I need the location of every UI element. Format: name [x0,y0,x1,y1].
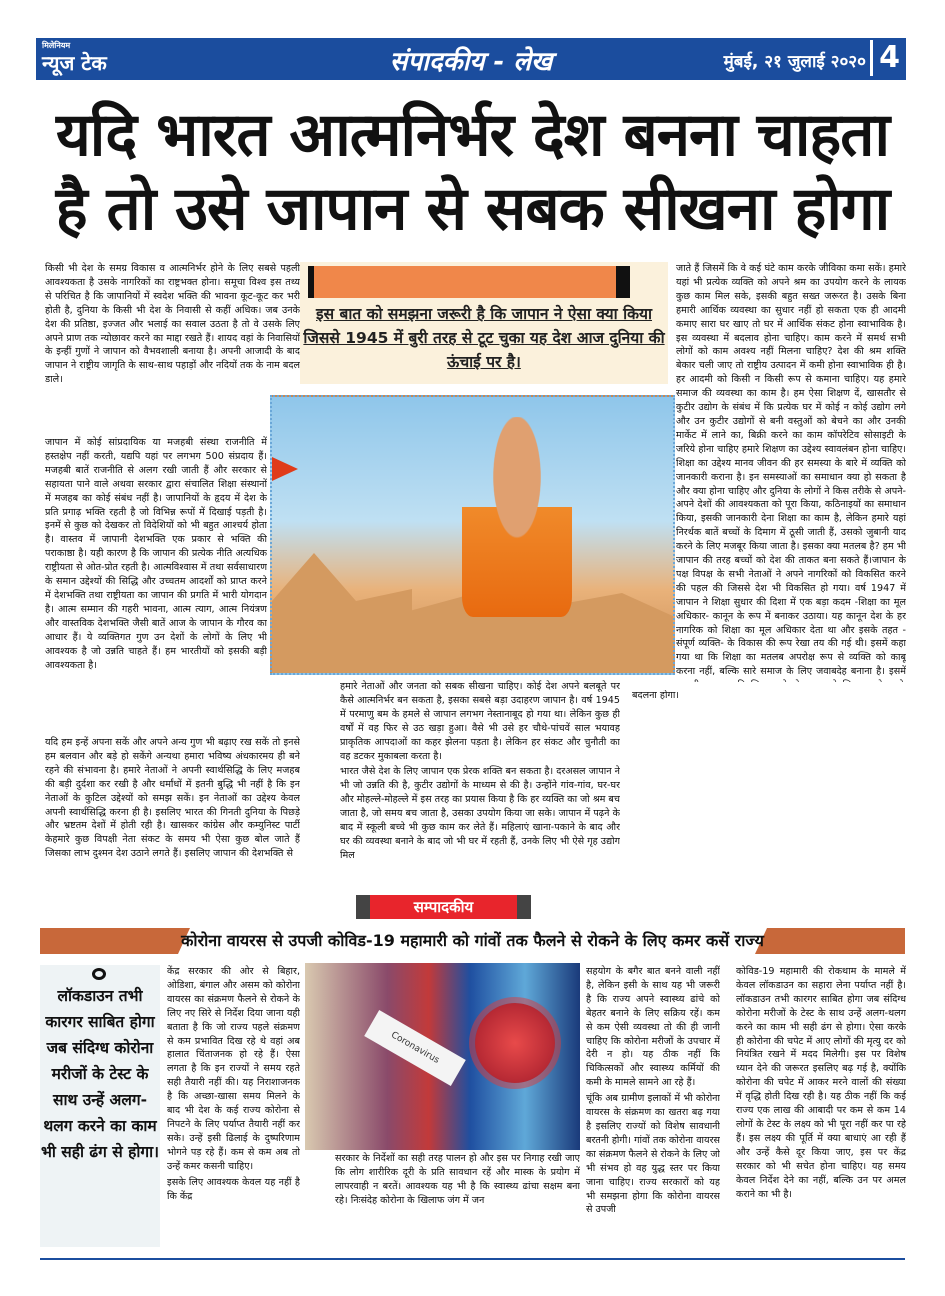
paragraph: किसी भी देश के समग्र विकास व आत्मनिर्भर होने के लिए सबसे पहली आवश्यकता है उसके नागरिकों का राष्ट्रभक्त होना। समूचा विश्व इस तथ्य से परिचित है कि जापानियों में स्वदेश भक्ति की भावना कूट-कूट कर भरी होती है, दुनिया के किसी भी देश के निवासी से कहीं अधिक। जब उनके देश की प्रतिष्ठा, इज्जत और भलाई का सवाल उठता है तो वे उसके लिए अपने प्राण तक न्योछावर करने का माद्दा रखते हैं। शायद वहां के निवासियों के इन्हीं गुणों ने जापान को वैभवशाली बनाया है। अपनी आजादी के बाद जापान ने राष्ट्रीय जागृति के साथ-साथ पहाड़ों और नदियों तक के नाम बदल डाले। [45,263,300,386]
article1-column-3b [632,690,906,886]
paragraph: चूंकि अब ग्रामीण इलाकों में भी कोरोना वायरस के संक्रमण का खतरा बढ़ गया है इसलिए राज्यों को विशेष सावधानी बरतनी होगी। गांवों तक कोरोना वायरस का संक्रमण फैलने से रोकने के लिए जो भी संभव हो वह युद्ध स्तर पर किया जाना चाहिए। राज्य सरकारों को यह भी समझना होगा कि कोरोना वायरस से उपजी [586,1093,720,1216]
pull-quote-bar [308,266,630,298]
article-photo-ram-temple [270,395,675,675]
article1-column-1c [45,676,300,886]
headline-line: है तो उसे जापान से सबक सीखना होगा [55,174,890,244]
paragraph: इसके लिए आवश्यक केवल यह नहीं है कि केंद्र [167,1176,300,1202]
article2-column-2 [335,1152,580,1247]
article2-column-1 [167,965,300,1247]
article1-column-2 [340,680,620,888]
article2-column-4 [736,965,906,1247]
editorial-headline-banner [40,928,905,954]
flag-icon [272,457,298,481]
paragraph: भारत जैसे देश के लिए जापान एक प्रेरक शक्ति बन सकता है। दरअसल जापान ने भी जो उन्नति की है, कुटीर उद्योगों के माध्यम से की है। उन्होंने गांव-गांव, घर-घर और मोहल्ले-मोहल्ले में इस तरह का प्रयास किया है कि हर व्यक्ति का जो श्रम बच जाता है, जो समय बच जाता है, उसका उपयोग किया जा सके। जापान में पढ़ने के बाद में स्कूली बच्चे भी कुछ काम कर लेते हैं। महिलाएं खाना-पकाने के बाद और घर की व्यवस्था बनाने के बाद जो भी घर में रहती हैं, उनके लिए भी ऐसे गृह उद्योग मिल [340,766,620,861]
paragraph: बदलना होगा। [632,690,680,702]
editorial-headline: कोरोना वायरस से उपजी कोविड-19 महामारी को गांवों तक फैलने से रोकने के लिए कमर कसें राज्य [181,931,764,950]
headline-line: यदि भारत आत्मनिर्भर देश बनना चाहता [55,100,890,170]
pin-icon [92,968,106,980]
article1-column-1b [45,436,267,676]
masthead-bar [36,38,906,80]
paragraph: केंद्र सरकार की ओर से बिहार, ओडिशा, बंगाल और असम को कोरोना वायरस का संक्रमण फैलने से रोकने के लिए नए सिरे से निर्देश दिया जाना यही बताता है कि जो राज्य पहले संक्रमण से कम प्रभावित दिख रहे थे वहां अब हालात चिंताजनक हो रहे हैं। ऐसा लगता है कि इन राज्यों ने समय रहते सही तैयारी नहीं की। यह निराशाजनक है कि अच्छा-खासा समय मिलने के बाद भी देश के कई राज्य कोरोना से निपटने के लिए पर्याप्त तैयारी नहीं कर सके। उन्हें इसी ढिलाई के दुष्परिणाम भोगने पड़ रहे हैं। कम से कम अब तो उन्हें कमर कसनी चाहिए। [167,966,300,1172]
article1-column-3 [676,262,906,682]
paragraph: हमारे नेताओं और जनता को सबक सीखना चाहिए। कोई देश अपने बलबूते पर कैसे आत्मनिर्भर बन सकता है, इसका सबसे बड़ा उदाहरण जापान है। वर्ष 1945 में परमाणु बम के हमले से जापान लगभग नेस्तानाबूद हो गया था। लेकिन कुछ ही वर्षों में वह फिर से उठ खड़ा हुआ। वैसे भी उसे हर चौथे-पांचवें साल भयावह प्राकृतिक आपदाओं का कहर झेलना पड़ता है। लेकिन हर संकट और चुनौती का वह डटकर मुकाबला करता है। [340,681,620,762]
paragraph: यदि हम इन्हें अपना सकें और अपने अन्य गुण भी बढ़ाए रख सकें तो इनसे हम बलवान और बड़े हो सकेंगे अन्यथा हमारा भविष्य अंधकारमय ही बने रहने की संभावना है। हमारे नेताओं ने अपनी स्वार्थसिद्धि के लिए मजहब की बड़ी दुर्दशा कर रखी है और धर्मांधों में इतनी बुद्धि भी नहीं है कि इन नेताओं के कुटिल उद्देश्यों को समझ सकें। इन नेताओं का उद्देश्य केवल अपनी स्वार्थसिद्धि करना ही है। इसलिए भारत की गिनती दुनिया के पिछड़े और भ्रष्टतम देशों में होती रही है। खासकर कांग्रेस और कम्युनिस्ट पार्टी केहमारे कुछ विपक्षी नेता संकट के समय भी ऐसा कुछ बोल जाते हैं जिसका लाभ दुश्मन देश उठाने लगते हैं। इसलिए जापान की देशभक्ति से [45,737,300,860]
virus-illustration [475,1003,555,1083]
sidebar-quote [40,965,160,1247]
paragraph: जाते हैं जिसमें कि वे कई घंटे काम करके जीविका कमा सकें। हमारे यहां भी प्रत्येक व्यक्ति को अपने श्रम का उपयोग करने के लायक कुछ काम मिल सके, इसकी बहुत सख्त जरूरत है। उसके बिना हमारी आर्थिक व्यवस्था का सुधार नहीं हो सकता एक ही आदमी कमाए सारा घर खाए तो घर में आर्थिक संकट होना स्वाभाविक है। इस व्यवस्था में बदलाव होना चाहिए। काम करने में समर्थ सभी लोगों को काम अवश्य नहीं मिलना चाहिए? देश की श्रम शक्ति बेकार चली जाए तो राष्ट्रीय उत्पादन में कमी होना स्वाभाविक ही है। हर आदमी को किसी न किसी रूप से कमाना चाहिए। यह हमारे समाज की व्यवस्था का काम है। हम ऐसा शिक्षण दें, खासतौर से कुटीर उद्योग के संबंध में कि प्रत्येक घर में कोई न कोई उद्योग लगे और उन कुटीर उद्योगों से बनी वस्तुओं को बेचने का और उनकी मार्केट में लाने का, बिक्री करने का काम कॉपरेटिव सोसाइटी के जरिये होना चाहिए हमारे शिक्षण का उद्देश्य स्वावलंबन होना चाहिए। शिक्षा का उद्देश्य मानव जीवन की हर समस्या के बारे में व्यक्ति को जानकारी कराना है। इन समस्याओं का समाधान क्या हो सकता है और क्या होना चाहिए और दुनिया के लोगों ने किस तरीके से अपने-अपने देशों की आवश्यकता को पूरा किया, कठिनाइयों का समाधान किया, इसकी जानकारी देना शिक्षा का काम है, लेकिन हमारे यहां निरर्थक बातें बच्चों के दिमाग में ठूसी जाती हैं, उसको जुबानी याद करने के लिए मजबूर किया जाता है। इसका क्या मतलब है? हम भी जापान की तरह बच्चों को देश की ताकत बना सकते हैं।जापान के पक्ष विपक्ष के सभी नेताओं ने अपने नागरिकों को विकसित करने की पहल की जिससे देश भी विकसित हो गया। वर्ष 1947 में जापान ने शिक्षा सुधार की दिशा में एक बड़ा कदम -शिक्षा का मूल अधिकार- कानून के रूप में बनाकर उठाया। यह कानून देश के हर नागरिक को शिक्षा का मूल अधिकार देता था और इसके तहत - संपूर्ण व्यक्ति- के विकास की रूप रेखा तय की गई थी। इसमें कहा गया था कि शिक्षा का मतलब अपरोक्ष रूप से व्यक्ति को काबू करना नहीं, बल्कि सारे समाज के लिए जवाबदेह बनाना है। इसमें [676,263,906,678]
edition-date: मुंबई, २१ जुलाई २०२० [723,52,866,72]
article-photo-coronavirus [305,963,580,1150]
figure-illustration [462,417,572,617]
page-number: 4 [870,40,900,76]
paragraph: जापान में कोई सांप्रदायिक या मजहबी संस्था राजनीति में हस्तक्षेप नहीं करती, यद्यपि यहां पर लगभग 500 संप्रदाय हैं। मजहबी बातें राजनीति से अलग रखी जाती हैं और सरकार से सहायता पाने वाले अथवा सरकार द्वारा संचालित शिक्षा संस्थानों में मजहब का कोई संबंध नहीं है। जापानियों के हृदय में देश के प्रति प्रगाढ़ भक्ति रहती है जो विभिन्न रूपों में दिखाई पड़ती है। इनमें से कुछ को देखकर तो विदेशियों को भी बहुत आश्चर्य होता है। वास्तव में जापानी देशभक्ति एक प्रकार से भक्ति की पराकाष्ठा है। यही कारण है कि जापान की प्रत्येक नीति अत्यधिक राष्ट्रीयता से ओत-प्रोत रहती है। आत्मविश्वास में तथा सर्वसाधारण के समान उद्देश्यों की सिद्धि और उच्चतम आदर्शों को प्राप्त करने में देशभक्ति तथा राष्ट्रीयता का जापान की प्रगति में भारी योगदान है। आत्म सम्मान की गहरी भावना, आत्म त्याग, आत्म नियंत्रण और वास्तविक देशभक्ति जैसी बातें आज के जापान के गौरव का आधार हैं। ये व्यक्तिगत गुण उन देशों के लोगों के लिए भी आवश्यक है जो उन्नति चाहते हैं। हम भारतीयों को इसकी बड़ी आवश्यकता है। [45,437,267,671]
pull-quote [300,262,668,384]
article2-column-3 [586,965,720,1247]
brand-tagline: मिलेनियम [42,41,71,50]
pull-quote-text: इस बात को समझना जरूरी है कि जापान ने ऐसा क्या किया जिससे 1945 में बुरी तरह से टूट चुका यह देश आज दुनिया की ऊंचाई पर है। [303,305,665,371]
main-headline [40,98,905,246]
sidebar-quote-text: लॉकडाउन तभी कारगर साबित होगा जब संदिग्ध कोरोना मरीजों के टेस्ट के साथ उन्हें अलग-थलग करने का काम भी सही ढंग से होगा। [40,987,159,1161]
paragraph: कोविड-19 महामारी की रोकथाम के मामले में केवल लॉकडाउन का सहारा लेना पर्याप्त नहीं है। लॉकडाउन तभी कारगर साबित होगा जब संदिग्ध कोरोना मरीजों के टेस्ट के साथ उन्हें अलग-थलग करने का काम भी सही ढंग से होगा। ऐसा करके ही कोरोना की चपेट में आए लोगों की मृत्यु दर को नियंत्रित रखने में मदद मिलेगी। इस पर विशेष ध्यान देने की जरूरत इसलिए बढ़ गई है, क्योंकि कोरोना की चपेट में आकर मरने वालों की संख्या में वृद्धि होती दिख रही है। यह ठीक नहीं कि कई राज्य एक लाख की आबादी पर कम से कम 14 लोगों के टेस्ट के लक्ष्य को भी पूरा नहीं कर पा रहे हैं। इस लक्ष्य की पूर्ति में क्या बाधाएं आ रही हैं और उन्हें कैसे दूर किया जाए, इस पर केंद्र सरकार को भी सचेत होना चाहिए। यह समय केवल निर्देश देने का नहीं, बल्कि उन पर अमल कराने का भी है। [736,966,906,1200]
paragraph: सरकार के निर्देशों का सही तरह पालन हो और इस पर निगाह रखी जाए कि लोग शारीरिक दूरी के प्रति सावधान रहें और मास्क के प्रयोग में लापरवाही न बरतें। आवश्यक यह भी है कि स्वास्थ्य ढांचा सक्षम बना रहे। निःसंदेह कोरोना के खिलाफ जंग में जन [335,1153,580,1206]
temple-shape [272,553,412,673]
article1-column-1a [45,262,300,402]
test-tube-label: Coronavirus [364,1010,466,1086]
editorial-label: सम्पादकीय [356,895,531,919]
brand-logo: न्यूज टेक [42,51,107,75]
section-title: संपादकीय - लेख [389,47,553,77]
paragraph: सहयोग के बगैर बात बनने वाली नहीं है, लेकिन इसी के साथ यह भी जरूरी है कि राज्य अपने स्वास्थ्य ढांचे को बेहतर बनाने के लिए सक्रिय रहें। कम से कम ऐसी व्यवस्था तो की ही जानी चाहिए कि कोरोना मरीजों के उपचार में देरी न हो। यह ठीक नहीं कि चिकित्सकों और स्वास्थ्य कर्मियों की कमी के मामले सामने आ रहे हैं। [586,966,720,1089]
footer-rule [40,1258,905,1260]
